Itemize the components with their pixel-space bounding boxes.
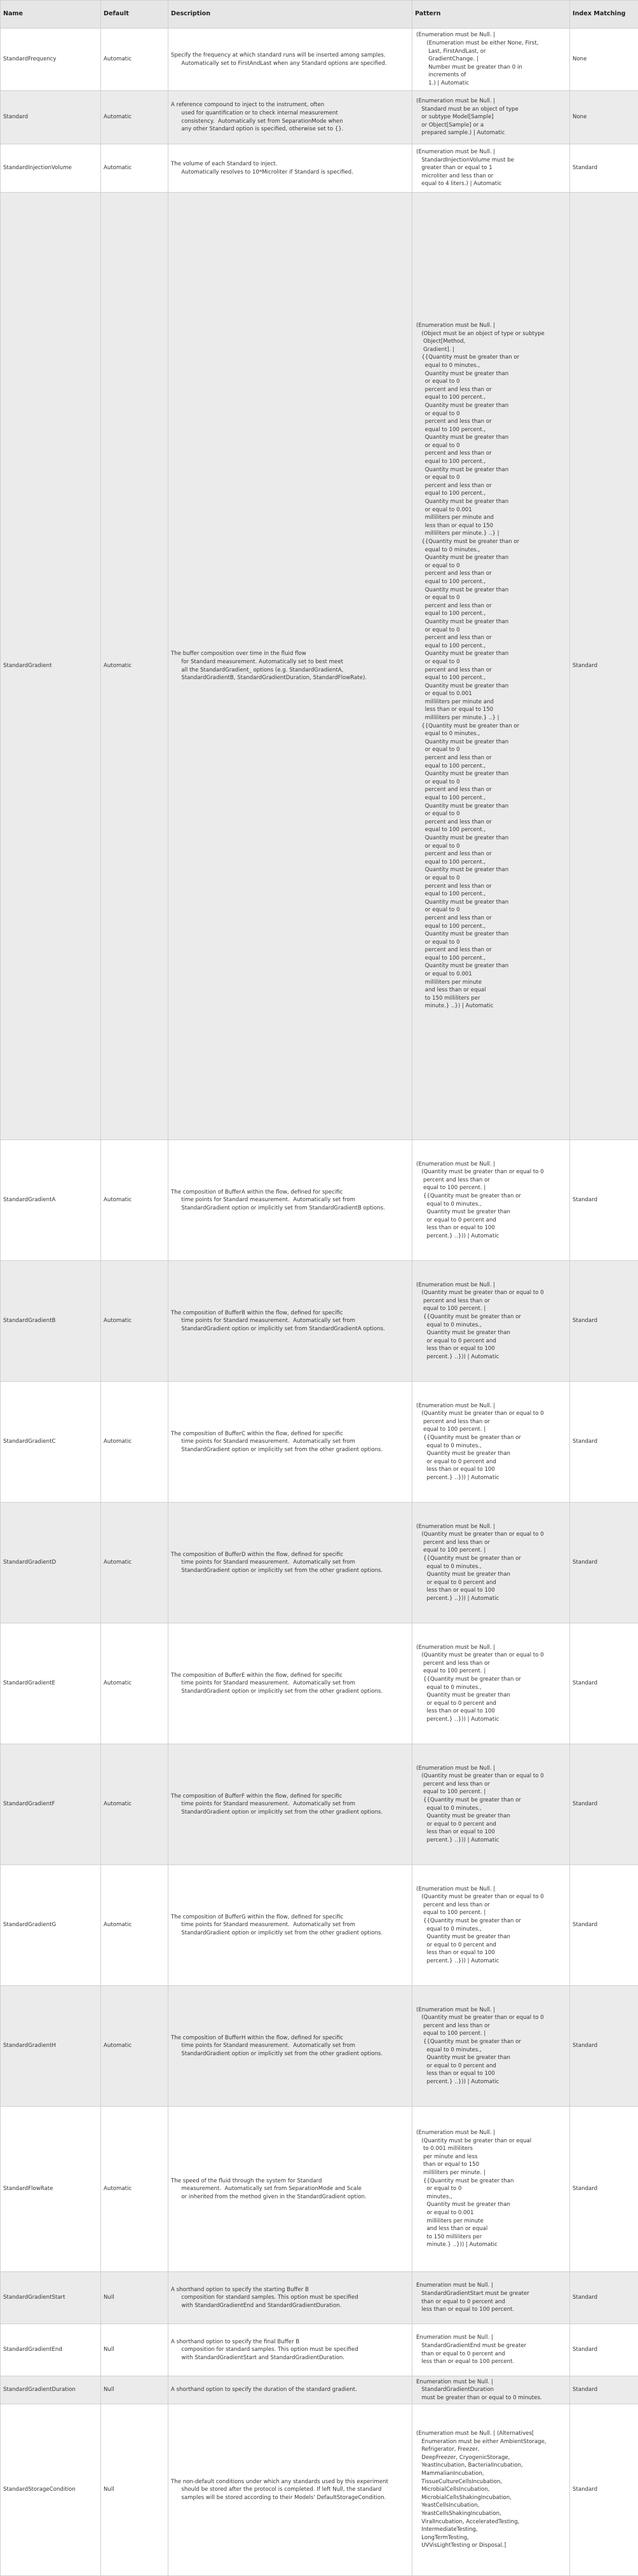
table-row xyxy=(1,1865,638,1986)
option-pattern: (Enumeration must be Null. | Standard must be an object of type or subtype Model[Sample] or Object[Sample] or a prepared sample.) | Automatic xyxy=(416,97,567,137)
option-name: StandardGradientB xyxy=(3,1317,98,1325)
option-default-cell xyxy=(101,91,168,144)
option-index-matching: Standard xyxy=(573,2294,635,2302)
option-name-cell xyxy=(1,91,101,144)
option-index-matching-cell xyxy=(570,2376,638,2404)
option-default-cell xyxy=(101,1503,168,1623)
table-row xyxy=(1,1986,638,2107)
option-index-matching: Standard xyxy=(573,2346,635,2354)
option-pattern-cell xyxy=(412,91,570,144)
option-default-cell xyxy=(101,2324,168,2376)
option-description-cell xyxy=(168,1382,412,1503)
option-name-cell xyxy=(1,1382,101,1503)
option-index-matching: Standard xyxy=(573,1921,635,1929)
option-description: The buffer composition over time in the fluid flow for Standard measurement. Automatically set to best meet all the StandardGradient_ options (e.g. StandardGradientA, StandardGradientB, StandardGradientDuration, StandardFlowRate). xyxy=(171,650,409,682)
option-name: StandardGradientStart xyxy=(3,2294,98,2302)
option-default-cell xyxy=(101,193,168,1140)
option-name: StandardGradientG xyxy=(3,1921,98,1929)
table-row xyxy=(1,91,638,144)
option-name: StandardGradientEnd xyxy=(3,2346,98,2354)
option-pattern: (Enumeration must be Null. | (Quantity must be greater than or equal to 0 percent and less than or equal to 100 percent. | {{Quantity must be greater than or equal to 0 minutes., Quantity must be greater than or equal to 0 percent and less than or equal to 100 percent.} ..})) | Automatic xyxy=(416,1161,567,1241)
option-pattern-cell xyxy=(412,2324,570,2376)
option-name: StandardGradientA xyxy=(3,1196,98,1204)
option-index-matching: Standard xyxy=(573,1317,635,1325)
table-row xyxy=(1,29,638,91)
table-row xyxy=(1,1623,638,1744)
option-name: StandardFrequency xyxy=(3,55,98,64)
option-name-cell xyxy=(1,29,101,91)
table-row xyxy=(1,2324,638,2376)
option-default: Automatic xyxy=(104,1196,165,1204)
option-default: Automatic xyxy=(104,2042,165,2050)
option-index-matching: Standard xyxy=(573,2185,635,2193)
option-description: The composition of BufferE within the flow, defined for specific time points for Standard measurement. Automatically set from StandardGradient option or implicitly set from the other gradient options. xyxy=(171,1672,409,1696)
option-description-cell xyxy=(168,1503,412,1623)
option-default: Null xyxy=(104,2346,165,2354)
header-index-matching: Index Matching xyxy=(570,1,638,29)
header-description: Description xyxy=(168,1,412,29)
option-pattern-cell xyxy=(412,1865,570,1986)
header-default: Default xyxy=(101,1,168,29)
option-index-matching-cell xyxy=(570,193,638,1140)
option-default: Automatic xyxy=(104,113,165,121)
option-description-cell xyxy=(168,1261,412,1382)
option-default-cell xyxy=(101,1382,168,1503)
option-name-cell xyxy=(1,1140,101,1261)
option-index-matching-cell xyxy=(570,2324,638,2376)
option-description-cell xyxy=(168,1986,412,2107)
table-header-row xyxy=(1,1,638,29)
option-default-cell xyxy=(101,1744,168,1865)
option-pattern-cell xyxy=(412,1503,570,1623)
table-row xyxy=(1,2272,638,2324)
option-pattern: (Enumeration must be Null. | (Enumeration must be either None, First, Last, FirstAndLast, or GradientChange. | Number must be greater than 0 in increments of 1.) | Automatic xyxy=(416,31,567,87)
option-pattern-cell xyxy=(412,1382,570,1503)
option-name: StandardGradientD xyxy=(3,1559,98,1567)
option-default-cell xyxy=(101,1261,168,1382)
option-index-matching: Standard xyxy=(573,2042,635,2050)
option-default: Automatic xyxy=(104,1317,165,1325)
option-name-cell xyxy=(1,2324,101,2376)
option-index-matching: Standard xyxy=(573,2386,635,2394)
option-default: Null xyxy=(104,2386,165,2394)
option-pattern-cell xyxy=(412,2404,570,2576)
option-description-cell xyxy=(168,1140,412,1261)
option-pattern-cell xyxy=(412,2272,570,2324)
option-pattern: (Enumeration must be Null. | (Quantity must be greater than or equal to 0 percent and less than or equal to 100 percent. | {{Quantity must be greater than or equal to 0 minutes., Quantity must be greater than or equal to 0 percent and less than or equal to 100 percent.} ..})) | Automatic xyxy=(416,1523,567,1603)
option-pattern-cell xyxy=(412,1744,570,1865)
option-default-cell xyxy=(101,1140,168,1261)
option-name-cell xyxy=(1,1623,101,1744)
option-index-matching: Standard xyxy=(573,1438,635,1446)
option-pattern-cell xyxy=(412,1623,570,1744)
option-name: StandardFlowRate xyxy=(3,2185,98,2193)
option-pattern-cell xyxy=(412,193,570,1140)
option-description: The composition of BufferC within the flow, defined for specific time points for Standard measurement. Automatically set from StandardGradient option or implicitly set from the other gradient options. xyxy=(171,1430,409,1454)
table-row xyxy=(1,2404,638,2576)
header-name: Name xyxy=(1,1,101,29)
option-index-matching-cell xyxy=(570,1140,638,1261)
option-pattern-cell xyxy=(412,29,570,91)
option-description-cell xyxy=(168,1623,412,1744)
option-default-cell xyxy=(101,1986,168,2107)
option-index-matching: None xyxy=(573,55,635,64)
option-pattern: (Enumeration must be Null. | (Quantity must be greater than or equal to 0 percent and less than or equal to 100 percent. | {{Quantity must be greater than or equal to 0 minutes., Quantity must be greater than or equal to 0 percent and less than or equal to 100 percent.} ..})) | Automatic xyxy=(416,1644,567,1724)
option-name-cell xyxy=(1,2272,101,2324)
option-pattern: (Enumeration must be Null. | (Quantity must be greater than or equal to 0 percent and less than or equal to 100 percent. | {{Quantity must be greater than or equal to 0 minutes., Quantity must be greater than or equal to 0 percent and less than or equal to 100 percent.} ..})) | Automatic xyxy=(416,1765,567,1845)
option-index-matching-cell xyxy=(570,1623,638,1744)
header-pattern: Pattern xyxy=(412,1,570,29)
option-name: Standard xyxy=(3,113,98,121)
option-default-cell xyxy=(101,1623,168,1744)
option-description: The composition of BufferF within the flow, defined for specific time points for Standard measurement. Automatically set from StandardGradient option or implicitly set from the other gradient options. xyxy=(171,1793,409,1817)
option-index-matching: None xyxy=(573,113,635,121)
option-index-matching-cell xyxy=(570,1261,638,1382)
option-index-matching: Standard xyxy=(573,1800,635,1808)
option-index-matching-cell xyxy=(570,1503,638,1623)
option-index-matching-cell xyxy=(570,91,638,144)
option-pattern: Enumeration must be Null. | StandardGradientStart must be greater than or equal to 0 percent and less than or equal to 100 percent. xyxy=(416,2282,567,2313)
option-name: StandardGradientC xyxy=(3,1438,98,1446)
option-name: StandardGradientH xyxy=(3,2042,98,2050)
table-row xyxy=(1,1140,638,1261)
option-name-cell xyxy=(1,1503,101,1623)
table-row xyxy=(1,2107,638,2272)
option-name-cell xyxy=(1,1261,101,1382)
option-default: Automatic xyxy=(104,164,165,172)
option-index-matching: Standard xyxy=(573,1679,635,1688)
option-description: The composition of BufferH within the flow, defined for specific time points for Standard measurement. Automatically set from StandardGradient option or implicitly set from the other gradient options. xyxy=(171,2034,409,2058)
option-default-cell xyxy=(101,2272,168,2324)
option-pattern: (Enumeration must be Null. | (Quantity must be greater than or equal to 0 percent and less than or equal to 100 percent. | {{Quantity must be greater than or equal to 0 minutes., Quantity must be greater than or equal to 0 percent and less than or equal to 100 percent.} ..})) | Automatic xyxy=(416,2006,567,2086)
option-default: Automatic xyxy=(104,1679,165,1688)
option-description-cell xyxy=(168,2107,412,2272)
option-description: The speed of the fluid through the system for Standard measurement. Automatically set from SeparationMode and Scale or inherited from the method given in the StandardGradient option. xyxy=(171,2177,409,2201)
option-description: A shorthand option to specify the final Buffer B composition for standard samples. This option must be specified with StandardGradientStart and StandardGradientDuration. xyxy=(171,2338,409,2362)
option-description: A reference compound to inject to the instrument, often used for quantification or to check internal measurement consistency. Automatically set from SeparationMode when any other Standard option is specified, otherwise set to {}. xyxy=(171,101,409,133)
option-name-cell xyxy=(1,2376,101,2404)
option-description: The composition of BufferG within the flow, defined for specific time points for Standard measurement. Automatically set from StandardGradient option or implicitly set from the other gradient options. xyxy=(171,1913,409,1938)
option-name: StandardGradientF xyxy=(3,1800,98,1808)
option-index-matching: Standard xyxy=(573,1196,635,1204)
option-description-cell xyxy=(168,2272,412,2324)
table-row xyxy=(1,144,638,193)
option-description-cell xyxy=(168,2376,412,2404)
option-name-cell xyxy=(1,1865,101,1986)
option-default: Automatic xyxy=(104,1559,165,1567)
option-index-matching-cell xyxy=(570,2272,638,2324)
option-index-matching-cell xyxy=(570,29,638,91)
table-row xyxy=(1,2376,638,2404)
option-index-matching-cell xyxy=(570,1986,638,2107)
option-description-cell xyxy=(168,29,412,91)
option-index-matching-cell xyxy=(570,1744,638,1865)
option-default-cell xyxy=(101,1865,168,1986)
option-pattern: (Enumeration must be Null. | (Quantity must be greater than or equal to 0 percent and less than or equal to 100 percent. | {{Quantity must be greater than or equal to 0 minutes., Quantity must be greater than or equal to 0 percent and less than or equal to 100 percent.} ..})) | Automatic xyxy=(416,1281,567,1361)
option-pattern-cell xyxy=(412,2107,570,2272)
option-default: Automatic xyxy=(104,1800,165,1808)
option-index-matching-cell xyxy=(570,1382,638,1503)
option-default-cell xyxy=(101,29,168,91)
option-default: Automatic xyxy=(104,2185,165,2193)
option-description: A shorthand option to specify the duration of the standard gradient. xyxy=(171,2386,409,2394)
option-pattern: (Enumeration must be Null. | (Alternatives[ Enumeration must be either AmbientStorage, Refrigerator, Freezer, DeepFreezer, CryogenicStorage, YeastIncubation, BacterialIncubation, MammalianIncubation, TissueCultureCellsIncubation, MicrobialCellsIncubation, MicrobialCellsShakingIncubation, YeastCellsIncubation, YeastCellsShakingIncubation, ViralIncubation, AcceleratedTesting, IntermediateTesting, LongTermTesting, UVVisLightTesting or Disposal.] xyxy=(416,2430,567,2550)
option-index-matching-cell xyxy=(570,1865,638,1986)
option-pattern: Enumeration must be Null. | StandardGradientEnd must be greater than or equal to 0 percent and less than or equal to 100 percent. xyxy=(416,2334,567,2366)
option-name: StandardStorageCondition xyxy=(3,2486,98,2494)
option-description-cell xyxy=(168,2324,412,2376)
option-default: Automatic xyxy=(104,662,165,670)
option-index-matching-cell xyxy=(570,144,638,193)
table-row xyxy=(1,193,638,1140)
option-name-cell xyxy=(1,2404,101,2576)
option-pattern-cell xyxy=(412,144,570,193)
option-pattern-cell xyxy=(412,1261,570,1382)
option-default: Automatic xyxy=(104,1921,165,1929)
option-description-cell xyxy=(168,1865,412,1986)
table-row xyxy=(1,1503,638,1623)
option-name-cell xyxy=(1,144,101,193)
option-index-matching: Standard xyxy=(573,2486,635,2494)
option-default: Null xyxy=(104,2486,165,2494)
option-name-cell xyxy=(1,193,101,1140)
option-description: Specify the frequency at which standard runs will be inserted among samples. Automatically set to FirstAndLast when any Standard options are specified. xyxy=(171,52,409,67)
option-pattern-cell xyxy=(412,1986,570,2107)
option-pattern: (Enumeration must be Null. | (Quantity must be greater than or equal to 0 percent and less than or equal to 100 percent. | {{Quantity must be greater than or equal to 0 minutes., Quantity must be greater than or equal to 0 percent and less than or equal to 100 percent.} ..})) | Automatic xyxy=(416,1885,567,1966)
option-pattern: (Enumeration must be Null. | (Object must be an object of type or subtype Object[Method, Gradient]. | {{Quantity must be greater than or equal to 0 minutes., Quantity must be greater than or equal to 0 percent and less than or equal to 100 percent., Quantity must be greater than or equal to 0 percent and less than or equal to 100 percent., Quantity must be greater than or equal to 0 percent and less than or equal to 100 percent., Quantity must be greater than or equal to 0 percent and less than or equal to 100 percent., Quantity must be greater than or equal to 0.001 milliliters per minute and less than or equal to 150 milliliters per minute.} ..} | {{Quantity must be greater than or equal to 0 minutes., Quantity must be greater than or equal to 0 percent and less than or equal to 100 percent., Quantity must be greater than or equal to 0 percent and less than or equal to 100 percent., Quantity must be greater than or equal to 0 percent and less than or equal to 100 percent., Quantity must be greater than or equal to 0 percent and less than or equal to 100 percent., Quantity must be greater than or equal to 0.001 milliliters per minute and less than or equal to 150 milliliters per minute.} ..} | {{Quantity must be greater than or equal to 0 minutes., Quantity must be greater than or equal to 0 percent and less than or equal to 100 percent., Quantity must be greater than or equal to 0 percent and less than or equal to 100 percent., Quantity must be greater than or equal to 0 percent and less than or equal to 100 percent., Quantity must be greater than or equal to 0 percent and less than or equal to 100 percent., Quantity must be greater than or equal to 0 percent and less than or equal to 100 percent., Quantity must be greater than or equal to 0 percent and less than or equal to 100 percent., Quantity must be greater than or equal to 0 percent and less than or equal to 100 percent., Quantity must be greater than or equal to 0.001 milliliters per minute and less than or equal to 150 milliliters per minute.} ..}) | Automatic xyxy=(416,322,567,1010)
option-description: A shorthand option to specify the starting Buffer B composition for standard samples. This option must be specified with StandardGradientEnd and StandardGradientDuration. xyxy=(171,2286,409,2310)
option-default: Automatic xyxy=(104,55,165,64)
option-index-matching: Standard xyxy=(573,164,635,172)
option-index-matching-cell xyxy=(570,2107,638,2272)
option-description: The composition of BufferB within the flow, defined for specific time points for Standard measurement. Automatically set from StandardGradient option or implicitly set from StandardGradientA options. xyxy=(171,1309,409,1333)
option-name-cell xyxy=(1,1986,101,2107)
option-index-matching: Standard xyxy=(573,1559,635,1567)
option-pattern-cell xyxy=(412,1140,570,1261)
option-description: The volume of each Standard to inject. Automatically resolves to 10*Microliter if Standard is specified. xyxy=(171,160,409,176)
option-description-cell xyxy=(168,193,412,1140)
option-description: The composition of BufferD within the flow, defined for specific time points for Standard measurement. Automatically set from StandardGradient option or implicitly set from the other gradient options. xyxy=(171,1551,409,1575)
option-name-cell xyxy=(1,2107,101,2272)
option-name: StandardGradientE xyxy=(3,1679,98,1688)
option-default-cell xyxy=(101,2376,168,2404)
option-description: The non-default conditions under which any standards used by this experiment should be stored after the protocol is completed. If left Null, the standard samples will be stored according to their Models' DefaultStorageCondition. xyxy=(171,2478,409,2502)
option-description-cell xyxy=(168,91,412,144)
option-pattern-cell xyxy=(412,2376,570,2404)
option-pattern: (Enumeration must be Null. | StandardInjectionVolume must be greater than or equal to 1 microliter and less than or equal to 4 liters.) | Automatic xyxy=(416,148,567,188)
option-default-cell xyxy=(101,2404,168,2576)
option-name: StandardInjectionVolume xyxy=(3,164,98,172)
option-name: StandardGradient xyxy=(3,662,98,670)
option-index-matching: Standard xyxy=(573,662,635,670)
option-pattern: (Enumeration must be Null. | (Quantity must be greater than or equal to 0.001 milliliters per minute and less than or equal to 150 milliliters per minute. | {{Quantity must be greater than or equal to 0 minutes., Quantity must be greater than or equal to 0.001 milliliters per minute and less than or equal to 150 milliliters per minute.} ..})) | Automatic xyxy=(416,2129,567,2249)
option-default: Automatic xyxy=(104,1438,165,1446)
option-default-cell xyxy=(101,2107,168,2272)
table-row xyxy=(1,1261,638,1382)
option-description-cell xyxy=(168,1744,412,1865)
option-description-cell xyxy=(168,2404,412,2576)
option-index-matching-cell xyxy=(570,2404,638,2576)
option-name-cell xyxy=(1,1744,101,1865)
option-pattern: (Enumeration must be Null. | (Quantity must be greater than or equal to 0 percent and less than or equal to 100 percent. | {{Quantity must be greater than or equal to 0 minutes., Quantity must be greater than or equal to 0 percent and less than or equal to 100 percent.} ..})) | Automatic xyxy=(416,1402,567,1482)
option-default: Null xyxy=(104,2294,165,2302)
option-default-cell xyxy=(101,144,168,193)
option-name: StandardGradientDuration xyxy=(3,2386,98,2394)
option-pattern: Enumeration must be Null. | StandardGradientDuration must be greater than or equal to 0 minutes. xyxy=(416,2378,567,2402)
table-row xyxy=(1,1744,638,1865)
option-description-cell xyxy=(168,144,412,193)
table-row xyxy=(1,1382,638,1503)
option-description: The composition of BufferA within the flow, defined for specific time points for Standard measurement. Automatically set from StandardGradient option or implicitly set from StandardGradientB options. xyxy=(171,1188,409,1213)
